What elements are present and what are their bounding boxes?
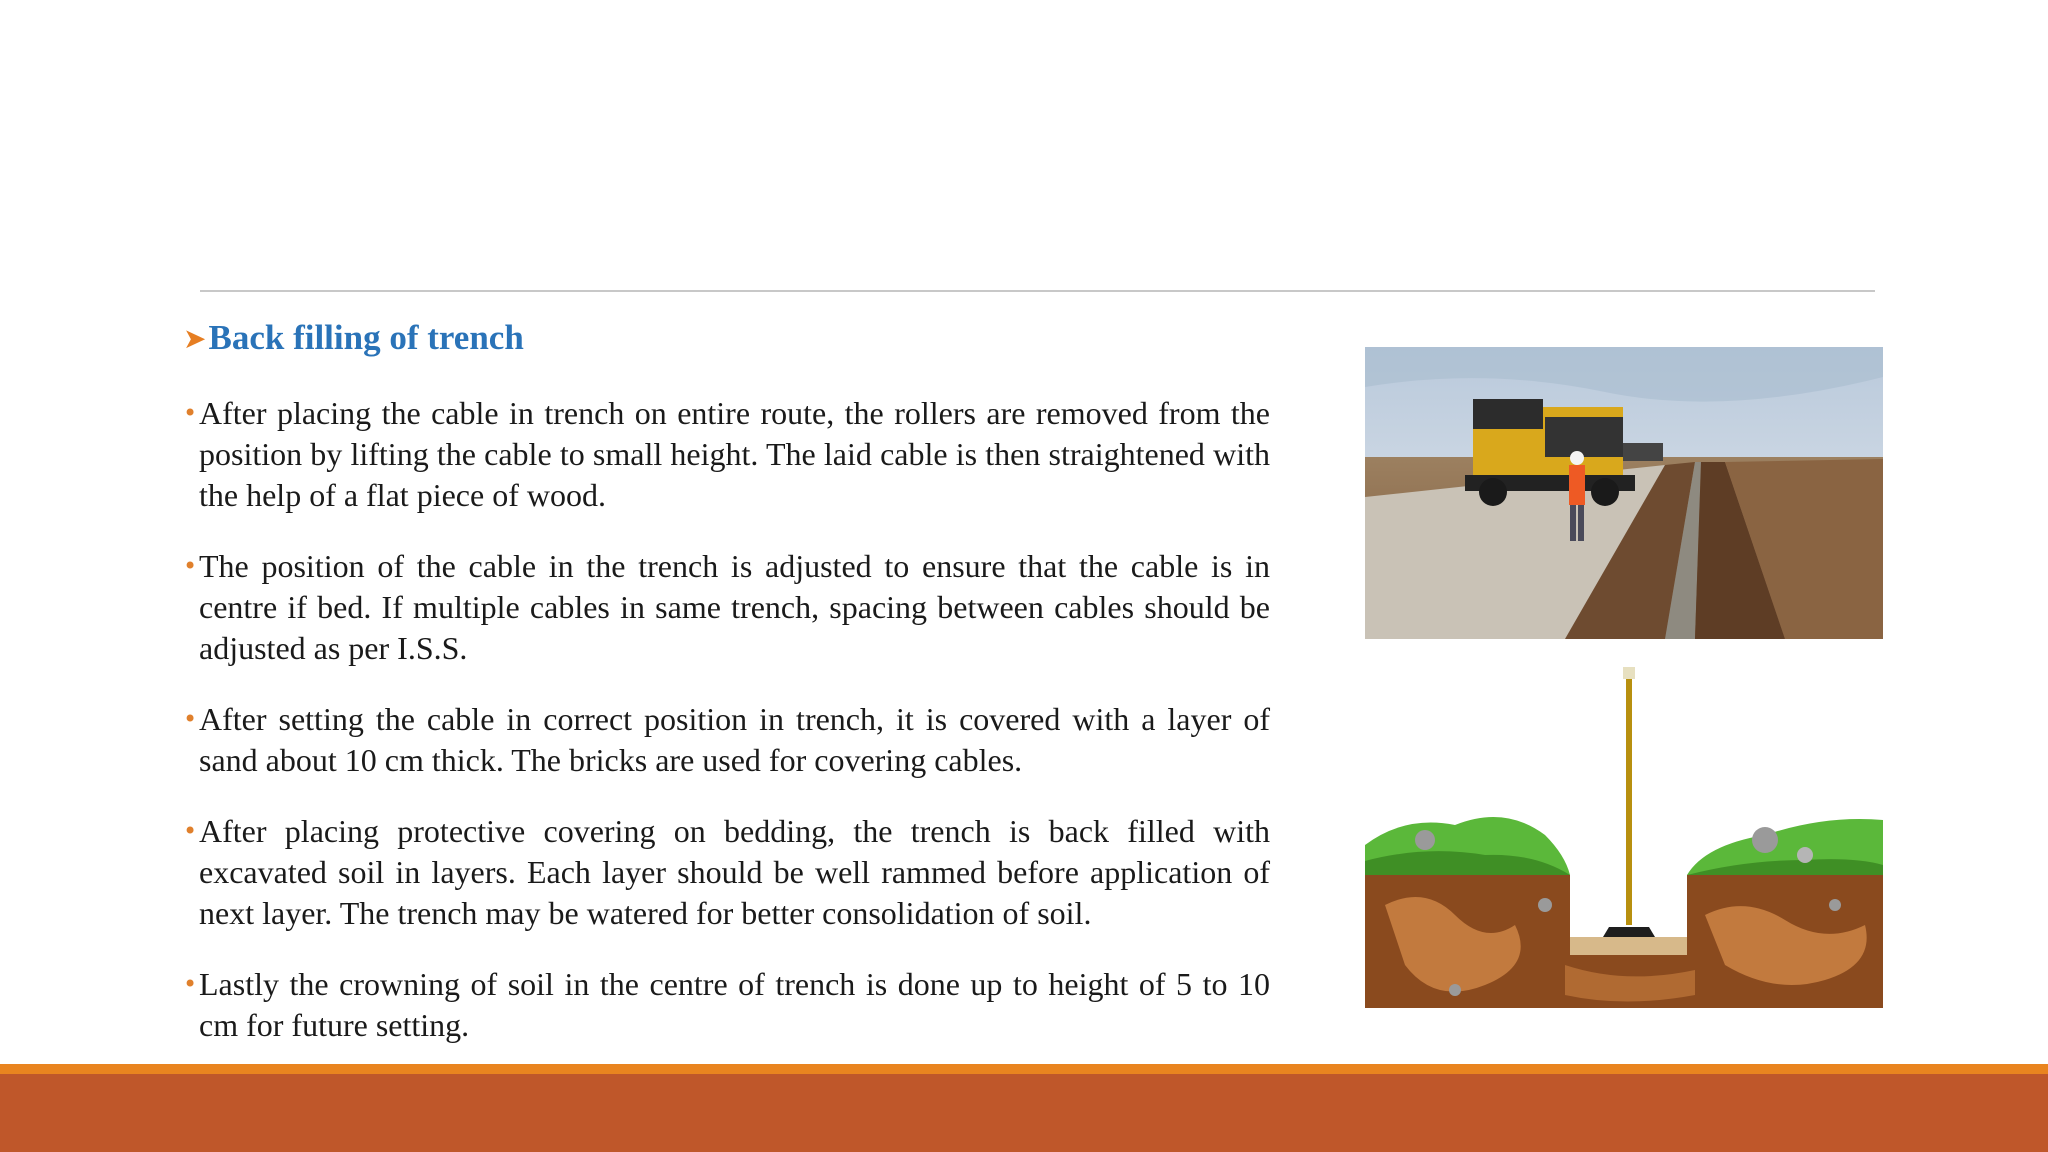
- list-item-text: After setting the cable in correct position in trench, it is covered with a layer of sand about 10 cm thick. The bricks are used for covering cables.: [199, 701, 1270, 778]
- list-item: [183, 699, 1270, 781]
- round-bullet-icon: •: [183, 970, 198, 998]
- list-item: [183, 811, 1270, 934]
- list-item-text: The position of the cable in the trench is adjusted to ensure that the cable is in centre if bed. If multiple cables in same trench, spacing between cables should be adjusted as per I.S.S.: [199, 548, 1270, 666]
- list-item-text: After placing protective covering on bedding, the trench is back filled with excavated soil in layers. Each layer should be well rammed before application of next layer. The trench may be watered for better consolidation of soil.: [199, 813, 1270, 931]
- round-bullet-icon: •: [183, 817, 198, 845]
- trench-site-photo: [1365, 347, 1883, 639]
- list-item-text: Lastly the crowning of soil in the centre of trench is done up to height of 5 to 10 cm for future setting.: [199, 966, 1270, 1043]
- bullet-list: [183, 393, 1270, 1076]
- list-item: [183, 964, 1270, 1046]
- list-item: [183, 393, 1270, 516]
- round-bullet-icon: •: [183, 399, 198, 427]
- list-item-text: After placing the cable in trench on entire route, the rollers are removed from the position by lifting the cable to small height. The laid cable is then straightened with the help of a flat piece of wood.: [199, 395, 1270, 513]
- section-heading-text: Back filling of trench: [208, 318, 524, 357]
- footer-band: [0, 1074, 2048, 1152]
- round-bullet-icon: •: [183, 552, 198, 580]
- footer-band-accent: [0, 1064, 2048, 1074]
- section-heading: [183, 318, 524, 358]
- round-bullet-icon: •: [183, 705, 198, 733]
- trench-cross-section-illustration: [1365, 665, 1883, 1008]
- arrowhead-bullet-icon: ➤: [183, 321, 207, 355]
- header-divider: [200, 290, 1875, 292]
- list-item: [183, 546, 1270, 669]
